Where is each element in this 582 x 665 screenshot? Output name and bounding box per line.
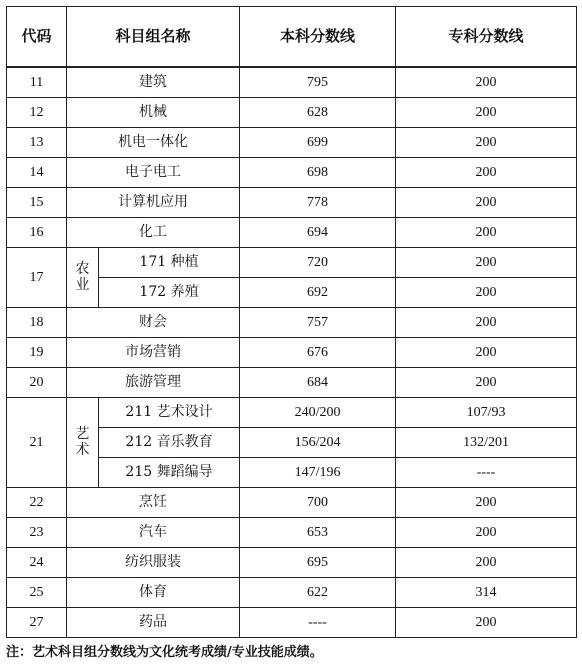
header-row	[7, 7, 577, 68]
row-name: 汽车	[67, 518, 240, 548]
row-name: 体育	[67, 578, 240, 608]
row-bachelor: 795	[240, 67, 396, 98]
row-bachelor: 147/196	[240, 458, 396, 488]
row-junior: 314	[396, 578, 577, 608]
row-junior: 200	[396, 188, 577, 218]
row-code: 20	[7, 368, 67, 398]
subrow-name: 211 艺术设计	[99, 398, 240, 428]
row-code: 21	[7, 398, 67, 488]
row-code: 14	[7, 158, 67, 188]
table-row	[7, 368, 577, 398]
row-bachelor: 676	[240, 338, 396, 368]
table-row	[7, 67, 577, 98]
row-junior: 200	[396, 248, 577, 278]
row-code: 27	[7, 608, 67, 638]
table-row	[7, 308, 577, 338]
row-junior: 200	[396, 67, 577, 98]
table-row	[7, 518, 577, 548]
table-row	[7, 128, 577, 158]
score-table-body	[7, 67, 577, 638]
row-code: 15	[7, 188, 67, 218]
header-name: 科目组名称	[67, 7, 240, 68]
subrow-name: 172 养殖	[99, 278, 240, 308]
table-row	[7, 158, 577, 188]
header-junior: 专科分数线	[396, 7, 577, 68]
row-code: 11	[7, 67, 67, 98]
row-code: 22	[7, 488, 67, 518]
header-code: 代码	[7, 7, 67, 68]
table-row-group-agriculture	[7, 248, 577, 278]
table-row	[7, 548, 577, 578]
row-code: 19	[7, 338, 67, 368]
row-bachelor: 698	[240, 158, 396, 188]
row-bachelor: ----	[240, 608, 396, 638]
row-name: 机械	[67, 98, 240, 128]
row-junior: 200	[396, 308, 577, 338]
row-name: 化工	[67, 218, 240, 248]
row-code: 25	[7, 578, 67, 608]
row-junior: 200	[396, 368, 577, 398]
row-name: 纺织服装	[67, 548, 240, 578]
row-bachelor: 694	[240, 218, 396, 248]
row-bachelor: 695	[240, 548, 396, 578]
row-junior: 107/93	[396, 398, 577, 428]
row-bachelor: 156/204	[240, 428, 396, 458]
row-junior: 200	[396, 488, 577, 518]
row-junior: 200	[396, 98, 577, 128]
category-label-art: 艺 术	[67, 398, 99, 488]
row-bachelor: 692	[240, 278, 396, 308]
row-junior: 200	[396, 548, 577, 578]
row-name: 建筑	[67, 67, 240, 98]
row-junior: 200	[396, 218, 577, 248]
row-bachelor: 700	[240, 488, 396, 518]
row-bachelor: 653	[240, 518, 396, 548]
row-junior: 200	[396, 278, 577, 308]
table-row-group-art	[7, 398, 577, 428]
table-row	[7, 338, 577, 368]
row-junior: 200	[396, 608, 577, 638]
row-bachelor: 720	[240, 248, 396, 278]
row-name: 财会	[67, 308, 240, 338]
row-name: 烹饪	[67, 488, 240, 518]
row-bachelor: 240/200	[240, 398, 396, 428]
row-junior: 200	[396, 158, 577, 188]
row-name: 药品	[67, 608, 240, 638]
row-name: 计算机应用	[67, 188, 240, 218]
row-bachelor: 622	[240, 578, 396, 608]
category-label-agriculture: 农 业	[67, 248, 99, 308]
table-row	[7, 188, 577, 218]
table-row	[7, 218, 577, 248]
row-code: 23	[7, 518, 67, 548]
row-bachelor: 628	[240, 98, 396, 128]
table-row	[7, 98, 577, 128]
table-row	[7, 488, 577, 518]
subrow-name: 212 音乐教育	[99, 428, 240, 458]
row-code: 18	[7, 308, 67, 338]
row-name: 市场营销	[67, 338, 240, 368]
row-code: 17	[7, 248, 67, 308]
row-code: 13	[7, 128, 67, 158]
row-junior: ----	[396, 458, 577, 488]
header-bachelor: 本科分数线	[240, 7, 396, 68]
subrow-name: 171 种植	[99, 248, 240, 278]
row-name: 机电一体化	[67, 128, 240, 158]
row-junior: 132/201	[396, 428, 577, 458]
row-bachelor: 684	[240, 368, 396, 398]
table-row	[7, 608, 577, 638]
row-code: 16	[7, 218, 67, 248]
row-name: 旅游管理	[67, 368, 240, 398]
row-code: 12	[7, 98, 67, 128]
row-bachelor: 778	[240, 188, 396, 218]
row-bachelor: 757	[240, 308, 396, 338]
row-junior: 200	[396, 518, 577, 548]
row-junior: 200	[396, 338, 577, 368]
row-junior: 200	[396, 128, 577, 158]
row-bachelor: 699	[240, 128, 396, 158]
subrow-name: 215 舞蹈编导	[99, 458, 240, 488]
footnote: 注：艺术科目组分数线为文化统考成绩/专业技能成绩。	[6, 645, 323, 660]
row-name: 电子电工	[67, 158, 240, 188]
table-row	[7, 578, 577, 608]
row-code: 24	[7, 548, 67, 578]
score-table	[6, 6, 577, 638]
